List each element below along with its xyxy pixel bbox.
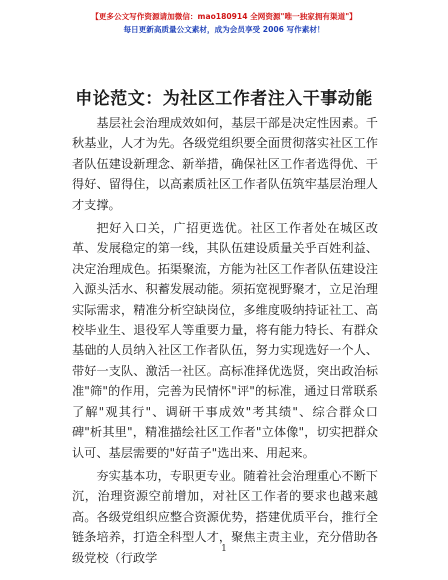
paragraph-3: 夯实基本功，专职更专业。随着社会治理重心不断下沉，治理资源空前增加，对社区工作者的要求也越来越高。各级党组织应整合资源优势，搭建优质平台，推行全链条培养，打造全科型人才，聚焦主责主业，充分借助各级党校（行政学 <box>72 468 378 565</box>
document-body <box>72 113 378 568</box>
promo-banner-line-2: 每日更新高质量公文素材，成为会员享受 2006 写作素材！ <box>123 25 325 34</box>
page-number: 1 <box>221 544 227 554</box>
paragraph-1: 基层社会治理成效如何，基层干部是决定性因素。千秋基业，人才为先。各级党组织要全面贯彻落实社区工作者队伍建设新理念、新举措，确保社区工作者选得优、干得好、留得住，以高素质社区工作者队伍筑牢基层治理人才支撑。 <box>72 116 378 212</box>
document-title: 申论范文：为社区工作者注入干事动能 <box>75 89 373 109</box>
paragraph-2: 把好入口关，广招更选优。社区工作者处在城区改革、发展稳定的第一线，其队伍建设质量关乎百姓利益、决定治理成色。拓渠聚流，方能为社区工作者队伍建设注入源头活水、积蓄发展动能。须拓宽视野聚才，立足治理实际需求，精准分析空缺岗位，多维度吸纳持证社工、高校毕业生、退役军人等重要力量，将有能力特长、有群众基础的人员纳入社区工作者队伍，努力实现选好一个人、带好一支队、激活一社区。高标准择优选贤，突出政治标准"筛"的作用，完善为民情怀"评"的标准，通过日常联系了解"观其行"、调研干事成效"考其绩"、综合群众口碑"析其里"，精准描绘社区工作者"立体像"，切实把群众认可、基层需要的"好苗子"选出来、用起来。 <box>72 221 378 460</box>
promo-banner-line-1: 【更多公文写作资源请加微信：mao180914 全网资源"唯一独家拥有渠道"】 <box>91 12 357 21</box>
promo-banner <box>0 10 448 36</box>
